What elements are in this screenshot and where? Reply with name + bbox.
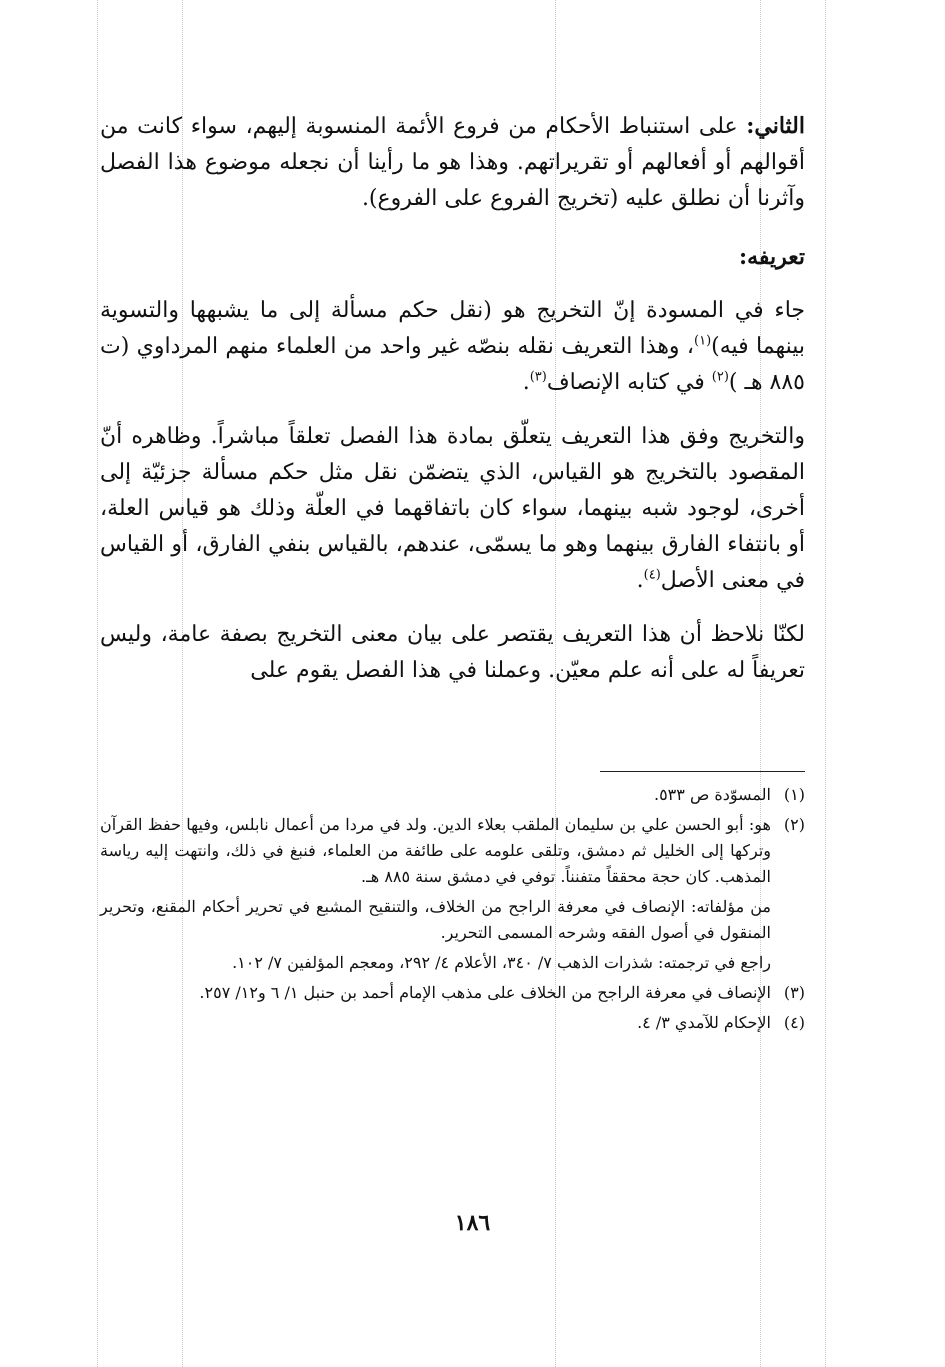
margin-guide-right xyxy=(825,0,826,1367)
margin-guide-left xyxy=(97,0,98,1367)
footnote-ref[interactable]: (١) xyxy=(694,333,712,349)
footnote-text: المسوّدة ص ٥٣٣. xyxy=(653,785,771,804)
paragraph-text: على استنباط الأحكام من فروع الأئمة المنسوبة إليهم، سواء كانت من أقوالهم أو أفعالهم أو تقريراتهم. وهذا هو ما رأينا أن نجعله موضوع هذا الفصل وآثرنا أن نطلق عليه (تخريج الفروع على الفروع). xyxy=(100,114,805,211)
footnote-number: (٣) xyxy=(783,983,805,1002)
footnote-text: الإحكام للآمدي ٣/ ٤. xyxy=(637,1013,771,1032)
footnote-number: (٢) xyxy=(783,815,805,834)
footnote-text: الإنصاف في معرفة الراجح من الخلاف على مذهب الإمام أحمد بن حنبل ١/ ٦ و١٢/ ٢٥٧. xyxy=(199,983,771,1002)
footnote-4 xyxy=(100,1010,805,1036)
page-number: ١٨٦ xyxy=(454,1210,491,1236)
paragraph-2 xyxy=(100,293,805,401)
paragraph-3 xyxy=(100,419,805,599)
paragraph-text: في كتابه الإنصاف xyxy=(546,370,712,395)
paragraph-text: والتخريج وفق هذا التعريف يتعلّق بمادة هذا الفصل تعلقاً مباشراً. وظاهره أنّ المقصود بالتخريج هو القياس، الذي يتضمّن نقل مثل حكم مسألة جزئيّة إلى أخرى، لوجود شبه بينهما، سواء كان باتفاقهما في العلّة وذلك هو قياس العلة، أو بانتفاء الفارق بينهما وهو ما يسمّى، عندهم، بالقياس بنفي الفارق، أو القياس في معنى الأصل xyxy=(100,424,805,593)
footnote-1 xyxy=(100,782,805,808)
footnote-separator xyxy=(600,771,805,772)
footnote-number: (٤) xyxy=(783,1013,805,1032)
paragraph-4: لكنّا نلاحظ أن هذا التعريف يقتصر على بيان معنى التخريج بصفة عامة، وليس تعريفاً له على أنه علم معيّن. وعملنا في هذا الفصل يقوم على xyxy=(100,622,805,683)
paragraph-text: جاء في المسودة إنّ التخريج هو (نقل حكم مسألة إلى ما يشبهها والتسوية بينهما فيه) xyxy=(100,298,805,359)
footnotes xyxy=(100,782,805,1036)
paragraph-text: . xyxy=(522,370,530,395)
footnote-ref[interactable]: (٣) xyxy=(529,369,547,385)
footnote-2-references: راجع في ترجمته: شذرات الذهب ٧/ ٣٤٠، الأعلام ٤/ ٢٩٢، ومعجم المؤلفين ٧/ ١٠٢. xyxy=(232,953,771,972)
footnote-2-works: من مؤلفاته: الإنصاف في معرفة الراجح من الخلاف، والتنقيح المشبع في تحرير أحكام المقنع، وتحرير المنقول في أصول الفقه وشرحه المسمى التحرير. xyxy=(100,897,771,942)
footnote-ref[interactable]: (٤) xyxy=(643,567,661,583)
footnote-2 xyxy=(100,812,805,890)
main-text xyxy=(100,108,805,689)
paragraph-text: ، وهذا التعريف نقله بنصّه غير واحد من العلماء منهم المرداوي (ت ٨٨٥ هـ ) xyxy=(100,334,805,395)
footnote-text: هو: أبو الحسن علي بن سليمان الملقب بعلاء الدين. ولد في مردا من أعمال نابلس، وفيها حفظ القرآن وتركها إلى الخليل ثم دمشق، وتلقى علومه على طائفة من العلماء، فنبغ في ذلك، وانتهت إليه رياسة المذهب. كان حجة محققاً متفنناً. توفي في دمشق سنة ٨٨٥ هـ. xyxy=(100,815,771,886)
paragraph-text: . xyxy=(636,568,644,593)
paragraph-1 xyxy=(100,108,805,217)
section-heading: تعريفه: xyxy=(738,244,805,270)
footnote-3 xyxy=(100,980,805,1006)
paragraph-lead: الثاني: xyxy=(746,113,805,139)
footnote-number: (١) xyxy=(783,785,805,804)
footnote-ref[interactable]: (٢) xyxy=(711,369,729,385)
